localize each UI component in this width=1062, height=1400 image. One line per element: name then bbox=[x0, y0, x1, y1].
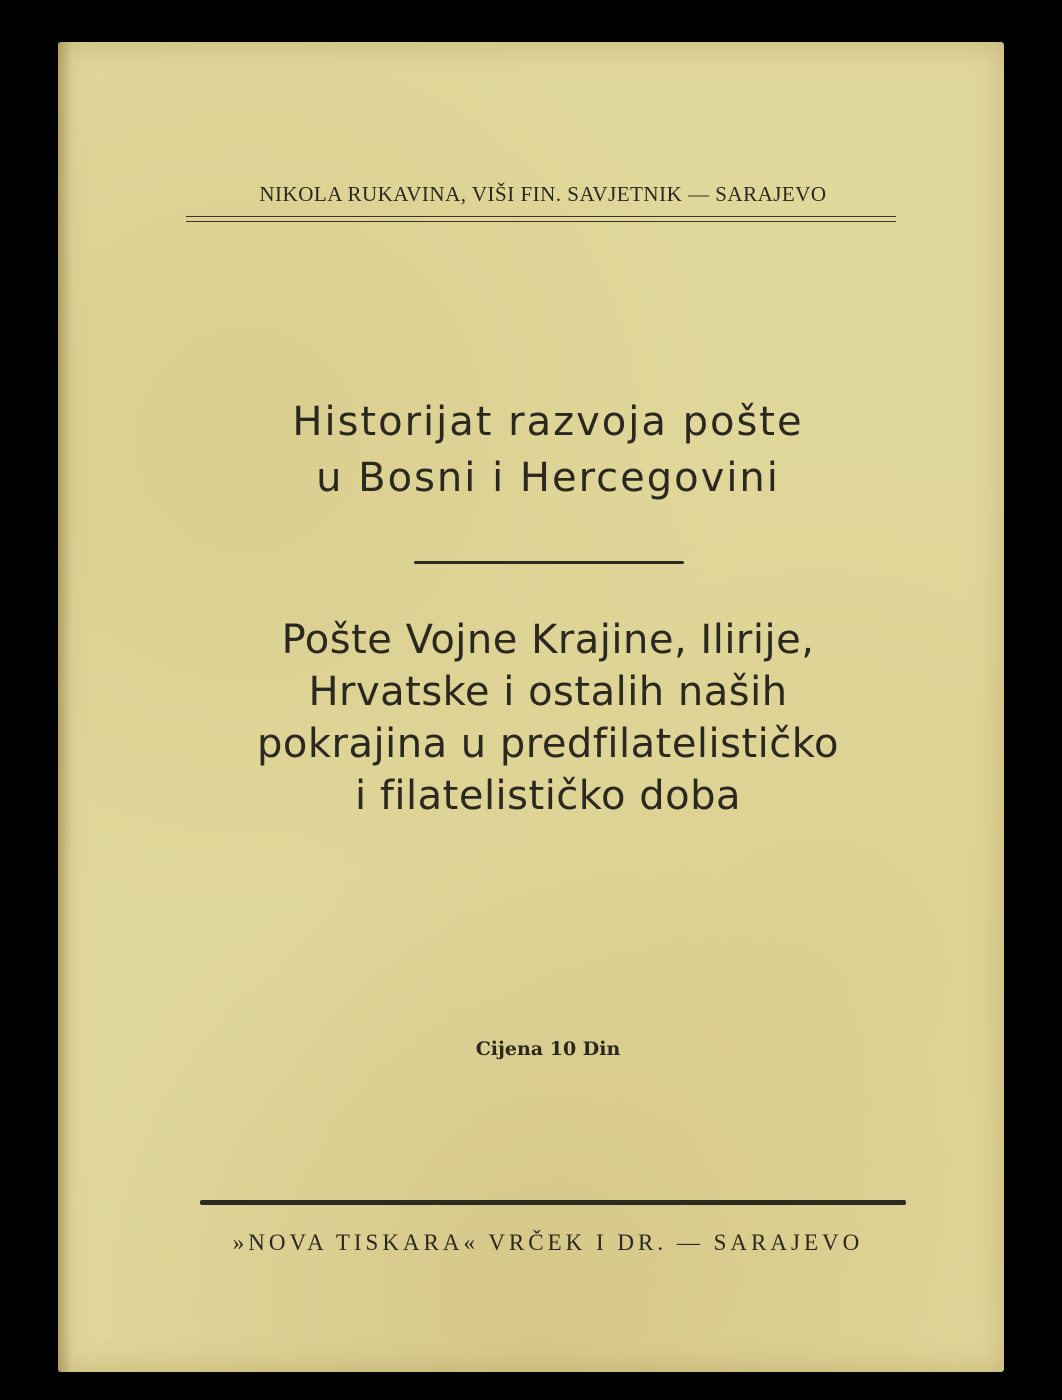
author-line: NIKOLA RUKAVINA, VIŠI FIN. SAVJETNIK — SARAJEVO bbox=[259, 182, 827, 206]
subtitle bbox=[168, 614, 928, 822]
author-underline-top bbox=[186, 216, 896, 217]
subtitle-line-4: i filatelističko doba bbox=[355, 773, 741, 819]
subtitle-line-1: Pošte Vojne Krajine, Ilirije, bbox=[281, 617, 815, 663]
title-divider bbox=[414, 561, 684, 564]
publisher-line: »NOVA TISKARA« VRČEK I DR. — SARAJEVO bbox=[232, 1230, 864, 1255]
book-cover bbox=[58, 42, 1004, 1372]
title-line-2: u Bosni i Hercegovini bbox=[316, 455, 780, 501]
price-label: Cijena 10 Din bbox=[475, 1038, 621, 1060]
publisher-divider bbox=[200, 1200, 906, 1205]
subtitle-line-3: pokrajina u predfilatelističko bbox=[257, 721, 839, 767]
spine-shadow bbox=[58, 42, 72, 1372]
title-line-1: Historijat razvoja pošte bbox=[292, 399, 804, 445]
author-underline-bottom bbox=[186, 221, 896, 222]
subtitle-line-2: Hrvatske i ostalih naših bbox=[308, 669, 788, 715]
main-title bbox=[178, 394, 918, 506]
